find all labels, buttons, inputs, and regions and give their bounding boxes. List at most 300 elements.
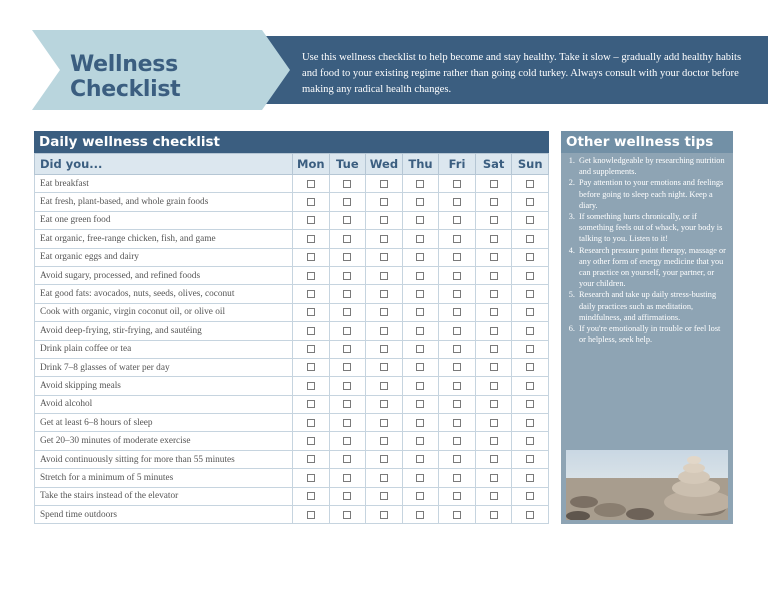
day-checkbox-cell bbox=[475, 432, 512, 450]
column-header-did-you: Did you... bbox=[35, 154, 293, 175]
checklist-item-label: Eat breakfast bbox=[35, 175, 293, 193]
day-checkbox-cell bbox=[293, 175, 330, 193]
day-checkbox-cell bbox=[293, 469, 330, 487]
checkbox[interactable] bbox=[380, 308, 388, 316]
checkbox[interactable] bbox=[416, 235, 424, 243]
day-checkbox-cell bbox=[366, 230, 403, 248]
day-checkbox-cell bbox=[512, 266, 549, 284]
checkbox[interactable] bbox=[380, 198, 388, 206]
checkbox[interactable] bbox=[453, 363, 461, 371]
checkbox[interactable] bbox=[307, 455, 315, 463]
day-checkbox-cell bbox=[475, 193, 512, 211]
day-checkbox-cell bbox=[475, 285, 512, 303]
checkbox[interactable] bbox=[343, 474, 351, 482]
checkbox[interactable] bbox=[526, 216, 534, 224]
day-checkbox-cell bbox=[512, 303, 549, 321]
day-checkbox-cell bbox=[329, 414, 366, 432]
checkbox[interactable] bbox=[307, 272, 315, 280]
checkbox[interactable] bbox=[416, 400, 424, 408]
day-checkbox-cell bbox=[366, 469, 403, 487]
checklist-item-label: Eat organic, free-range chicken, fish, and game bbox=[35, 230, 293, 248]
day-checkbox-cell bbox=[366, 487, 403, 505]
table-row bbox=[35, 432, 549, 450]
checkbox[interactable] bbox=[380, 253, 388, 261]
checkbox[interactable] bbox=[490, 327, 498, 335]
table-row bbox=[35, 450, 549, 468]
checkbox[interactable] bbox=[453, 382, 461, 390]
checkbox[interactable] bbox=[416, 272, 424, 280]
checkbox[interactable] bbox=[343, 437, 351, 445]
checkbox[interactable] bbox=[380, 474, 388, 482]
checkbox[interactable] bbox=[380, 511, 388, 519]
checkbox[interactable] bbox=[343, 198, 351, 206]
day-checkbox-cell bbox=[439, 432, 476, 450]
checkbox[interactable] bbox=[490, 363, 498, 371]
day-checkbox-cell bbox=[293, 322, 330, 340]
column-header-day: Mon bbox=[293, 154, 330, 175]
checkbox[interactable] bbox=[490, 437, 498, 445]
checkbox[interactable] bbox=[416, 437, 424, 445]
day-checkbox-cell bbox=[475, 303, 512, 321]
checklist-table bbox=[34, 153, 549, 524]
checkbox[interactable] bbox=[416, 511, 424, 519]
day-checkbox-cell bbox=[293, 340, 330, 358]
checkbox[interactable] bbox=[526, 253, 534, 261]
day-checkbox-cell bbox=[366, 211, 403, 229]
day-checkbox-cell bbox=[512, 414, 549, 432]
checkbox[interactable] bbox=[307, 492, 315, 500]
day-checkbox-cell bbox=[512, 193, 549, 211]
page-title: Wellness Checklist bbox=[70, 52, 181, 102]
checklist-item-label: Avoid deep-frying, stir-frying, and sautéing bbox=[35, 322, 293, 340]
day-checkbox-cell bbox=[329, 358, 366, 376]
day-checkbox-cell bbox=[475, 450, 512, 468]
day-checkbox-cell bbox=[475, 358, 512, 376]
column-header-day: Fri bbox=[439, 154, 476, 175]
checkbox[interactable] bbox=[526, 419, 534, 427]
day-checkbox-cell bbox=[439, 230, 476, 248]
day-checkbox-cell bbox=[439, 450, 476, 468]
day-checkbox-cell bbox=[366, 506, 403, 524]
column-header-day: Tue bbox=[329, 154, 366, 175]
checklist-item-label: Get at least 6–8 hours of sleep bbox=[35, 414, 293, 432]
checklist-item-label: Cook with organic, virgin coconut oil, or olive oil bbox=[35, 303, 293, 321]
checkbox[interactable] bbox=[307, 327, 315, 335]
checkbox[interactable] bbox=[526, 474, 534, 482]
checkbox[interactable] bbox=[416, 363, 424, 371]
checkbox[interactable] bbox=[416, 455, 424, 463]
checkbox[interactable] bbox=[343, 327, 351, 335]
checklist-item-label: Get 20–30 minutes of moderate exercise bbox=[35, 432, 293, 450]
checkbox[interactable] bbox=[343, 492, 351, 500]
checkbox[interactable] bbox=[526, 455, 534, 463]
checkbox[interactable] bbox=[307, 363, 315, 371]
day-checkbox-cell bbox=[402, 266, 439, 284]
checkbox[interactable] bbox=[343, 216, 351, 224]
checkbox[interactable] bbox=[307, 382, 315, 390]
table-row bbox=[35, 487, 549, 505]
checkbox[interactable] bbox=[307, 216, 315, 224]
table-row bbox=[35, 395, 549, 413]
checkbox[interactable] bbox=[343, 308, 351, 316]
day-checkbox-cell bbox=[293, 303, 330, 321]
checkbox[interactable] bbox=[453, 511, 461, 519]
day-checkbox-cell bbox=[402, 193, 439, 211]
day-checkbox-cell bbox=[366, 193, 403, 211]
day-checkbox-cell bbox=[366, 340, 403, 358]
day-checkbox-cell bbox=[439, 266, 476, 284]
table-row bbox=[35, 358, 549, 376]
checkbox[interactable] bbox=[490, 198, 498, 206]
day-checkbox-cell bbox=[475, 175, 512, 193]
table-row bbox=[35, 193, 549, 211]
checkbox[interactable] bbox=[490, 290, 498, 298]
day-checkbox-cell bbox=[402, 487, 439, 505]
tip-item: 5. Research and take up daily stress-busting daily practices such as meditation, mindfulness, and affirmations. bbox=[577, 289, 729, 323]
checkbox[interactable] bbox=[490, 511, 498, 519]
checkbox[interactable] bbox=[490, 253, 498, 261]
checkbox[interactable] bbox=[307, 474, 315, 482]
checkbox[interactable] bbox=[343, 419, 351, 427]
checkbox[interactable] bbox=[380, 382, 388, 390]
day-checkbox-cell bbox=[293, 432, 330, 450]
day-checkbox-cell bbox=[329, 487, 366, 505]
day-checkbox-cell bbox=[293, 414, 330, 432]
checkbox[interactable] bbox=[453, 308, 461, 316]
checkbox[interactable] bbox=[380, 345, 388, 353]
checkbox[interactable] bbox=[416, 180, 424, 188]
checkbox[interactable] bbox=[307, 345, 315, 353]
day-checkbox-cell bbox=[293, 193, 330, 211]
tip-item: 6. If you're emotionally in trouble or feel lost or helpless, seek help. bbox=[577, 323, 729, 345]
checkbox[interactable] bbox=[416, 419, 424, 427]
day-checkbox-cell bbox=[402, 450, 439, 468]
checkbox[interactable] bbox=[307, 400, 315, 408]
checklist-item-label: Avoid skipping meals bbox=[35, 377, 293, 395]
checkbox[interactable] bbox=[343, 272, 351, 280]
day-checkbox-cell bbox=[475, 230, 512, 248]
checkbox[interactable] bbox=[453, 290, 461, 298]
checkbox[interactable] bbox=[526, 363, 534, 371]
day-checkbox-cell bbox=[475, 266, 512, 284]
checkbox[interactable] bbox=[526, 327, 534, 335]
checklist-item-label: Avoid sugary, processed, and refined foods bbox=[35, 266, 293, 284]
day-checkbox-cell bbox=[329, 506, 366, 524]
tip-item: 4. Research pressure point therapy, massage or any other form of energy medicine that you can practice on yourself, your partner, or your children. bbox=[577, 245, 729, 290]
day-checkbox-cell bbox=[475, 322, 512, 340]
checkbox[interactable] bbox=[453, 492, 461, 500]
day-checkbox-cell bbox=[475, 395, 512, 413]
day-checkbox-cell bbox=[439, 469, 476, 487]
checkbox[interactable] bbox=[416, 290, 424, 298]
checkbox[interactable] bbox=[343, 345, 351, 353]
checkbox[interactable] bbox=[343, 253, 351, 261]
checkbox[interactable] bbox=[307, 198, 315, 206]
checkbox[interactable] bbox=[526, 290, 534, 298]
day-checkbox-cell bbox=[329, 266, 366, 284]
day-checkbox-cell bbox=[366, 377, 403, 395]
checkbox[interactable] bbox=[453, 216, 461, 224]
checkbox[interactable] bbox=[380, 216, 388, 224]
day-checkbox-cell bbox=[402, 506, 439, 524]
day-checkbox-cell bbox=[512, 450, 549, 468]
checkbox[interactable] bbox=[490, 492, 498, 500]
table-row bbox=[35, 377, 549, 395]
day-checkbox-cell bbox=[512, 395, 549, 413]
checkbox[interactable] bbox=[526, 382, 534, 390]
day-checkbox-cell bbox=[512, 340, 549, 358]
tips-heading: Other wellness tips bbox=[561, 131, 733, 153]
checkbox[interactable] bbox=[526, 437, 534, 445]
checkbox[interactable] bbox=[416, 327, 424, 335]
day-checkbox-cell bbox=[366, 175, 403, 193]
day-checkbox-cell bbox=[293, 248, 330, 266]
day-checkbox-cell bbox=[293, 358, 330, 376]
checkbox[interactable] bbox=[453, 345, 461, 353]
checkbox[interactable] bbox=[380, 272, 388, 280]
checkbox[interactable] bbox=[490, 419, 498, 427]
day-checkbox-cell bbox=[329, 285, 366, 303]
tip-item: 3. If something hurts chronically, or if something feels out of whack, your body is talking to you. Listen to it! bbox=[577, 211, 729, 245]
day-checkbox-cell bbox=[402, 358, 439, 376]
day-checkbox-cell bbox=[439, 175, 476, 193]
day-checkbox-cell bbox=[475, 487, 512, 505]
day-checkbox-cell bbox=[475, 211, 512, 229]
checkbox[interactable] bbox=[343, 382, 351, 390]
checklist-item-label: Drink plain coffee or tea bbox=[35, 340, 293, 358]
day-checkbox-cell bbox=[512, 230, 549, 248]
checklist-item-label: Eat fresh, plant-based, and whole grain foods bbox=[35, 193, 293, 211]
day-checkbox-cell bbox=[366, 358, 403, 376]
checkbox[interactable] bbox=[343, 511, 351, 519]
day-checkbox-cell bbox=[366, 303, 403, 321]
day-checkbox-cell bbox=[512, 487, 549, 505]
checkbox[interactable] bbox=[526, 345, 534, 353]
checkbox[interactable] bbox=[453, 474, 461, 482]
checkbox[interactable] bbox=[307, 253, 315, 261]
checkbox[interactable] bbox=[343, 290, 351, 298]
column-header-day: Sun bbox=[512, 154, 549, 175]
checkbox[interactable] bbox=[490, 235, 498, 243]
checkbox[interactable] bbox=[416, 308, 424, 316]
day-checkbox-cell bbox=[512, 248, 549, 266]
checkbox[interactable] bbox=[490, 180, 498, 188]
checklist-body bbox=[35, 175, 549, 524]
checkbox[interactable] bbox=[343, 235, 351, 243]
table-row bbox=[35, 469, 549, 487]
checkbox[interactable] bbox=[380, 400, 388, 408]
checkbox[interactable] bbox=[526, 492, 534, 500]
checklist-item-label: Take the stairs instead of the elevator bbox=[35, 487, 293, 505]
tip-item: 1. Get knowledgeable by researching nutrition and supplements. bbox=[577, 155, 729, 177]
checkbox[interactable] bbox=[416, 492, 424, 500]
table-row bbox=[35, 414, 549, 432]
table-header-row bbox=[35, 154, 549, 175]
day-checkbox-cell bbox=[402, 175, 439, 193]
checkbox[interactable] bbox=[490, 308, 498, 316]
table-row bbox=[35, 506, 549, 524]
day-checkbox-cell bbox=[402, 303, 439, 321]
day-checkbox-cell bbox=[402, 377, 439, 395]
day-checkbox-cell bbox=[439, 248, 476, 266]
checklist-item-label: Stretch for a minimum of 5 minutes bbox=[35, 469, 293, 487]
table-row bbox=[35, 322, 549, 340]
table-row bbox=[35, 211, 549, 229]
checkbox[interactable] bbox=[307, 511, 315, 519]
day-checkbox-cell bbox=[402, 395, 439, 413]
day-checkbox-cell bbox=[512, 506, 549, 524]
day-checkbox-cell bbox=[439, 303, 476, 321]
day-checkbox-cell bbox=[402, 432, 439, 450]
checkbox[interactable] bbox=[526, 235, 534, 243]
table-row bbox=[35, 175, 549, 193]
day-checkbox-cell bbox=[402, 248, 439, 266]
checkbox[interactable] bbox=[490, 216, 498, 224]
checkbox[interactable] bbox=[453, 437, 461, 445]
checkbox[interactable] bbox=[526, 511, 534, 519]
checkbox[interactable] bbox=[490, 345, 498, 353]
day-checkbox-cell bbox=[329, 248, 366, 266]
checklist-item-label: Avoid alcohol bbox=[35, 395, 293, 413]
day-checkbox-cell bbox=[402, 211, 439, 229]
checkbox[interactable] bbox=[453, 198, 461, 206]
checkbox[interactable] bbox=[490, 272, 498, 280]
day-checkbox-cell bbox=[439, 285, 476, 303]
day-checkbox-cell bbox=[329, 432, 366, 450]
checkbox[interactable] bbox=[380, 180, 388, 188]
day-checkbox-cell bbox=[475, 469, 512, 487]
checkbox[interactable] bbox=[416, 253, 424, 261]
day-checkbox-cell bbox=[366, 432, 403, 450]
checkbox[interactable] bbox=[526, 198, 534, 206]
table-row bbox=[35, 340, 549, 358]
checkbox[interactable] bbox=[380, 363, 388, 371]
checkbox[interactable] bbox=[526, 400, 534, 408]
table-row bbox=[35, 248, 549, 266]
checklist-item-label: Spend time outdoors bbox=[35, 506, 293, 524]
day-checkbox-cell bbox=[402, 230, 439, 248]
column-header-day: Thu bbox=[402, 154, 439, 175]
checkbox[interactable] bbox=[490, 455, 498, 463]
day-checkbox-cell bbox=[512, 175, 549, 193]
checkbox[interactable] bbox=[453, 327, 461, 335]
checkbox[interactable] bbox=[526, 272, 534, 280]
checkbox[interactable] bbox=[380, 455, 388, 463]
day-checkbox-cell bbox=[329, 395, 366, 413]
day-checkbox-cell bbox=[366, 248, 403, 266]
checkbox[interactable] bbox=[343, 455, 351, 463]
checkbox[interactable] bbox=[380, 419, 388, 427]
day-checkbox-cell bbox=[475, 506, 512, 524]
day-checkbox-cell bbox=[475, 340, 512, 358]
checkbox[interactable] bbox=[490, 382, 498, 390]
checkbox[interactable] bbox=[307, 290, 315, 298]
day-checkbox-cell bbox=[439, 506, 476, 524]
day-checkbox-cell bbox=[512, 432, 549, 450]
checkbox[interactable] bbox=[380, 492, 388, 500]
day-checkbox-cell bbox=[439, 395, 476, 413]
day-checkbox-cell bbox=[329, 303, 366, 321]
day-checkbox-cell bbox=[439, 487, 476, 505]
checkbox[interactable] bbox=[453, 180, 461, 188]
checkbox[interactable] bbox=[380, 327, 388, 335]
day-checkbox-cell bbox=[293, 285, 330, 303]
table-row bbox=[35, 285, 549, 303]
checkbox[interactable] bbox=[343, 400, 351, 408]
checklist-item-label: Eat one green food bbox=[35, 211, 293, 229]
day-checkbox-cell bbox=[329, 193, 366, 211]
checkbox[interactable] bbox=[307, 308, 315, 316]
day-checkbox-cell bbox=[293, 395, 330, 413]
day-checkbox-cell bbox=[293, 506, 330, 524]
day-checkbox-cell bbox=[512, 211, 549, 229]
checkbox[interactable] bbox=[453, 272, 461, 280]
checkbox[interactable] bbox=[526, 180, 534, 188]
day-checkbox-cell bbox=[329, 322, 366, 340]
checkbox[interactable] bbox=[453, 235, 461, 243]
day-checkbox-cell bbox=[329, 230, 366, 248]
tips-panel bbox=[561, 131, 733, 524]
checkbox[interactable] bbox=[380, 235, 388, 243]
checklist-item-label: Eat organic eggs and dairy bbox=[35, 248, 293, 266]
checkbox[interactable] bbox=[416, 382, 424, 390]
checklist-item-label: Drink 7–8 glasses of water per day bbox=[35, 358, 293, 376]
day-checkbox-cell bbox=[329, 450, 366, 468]
checkbox[interactable] bbox=[490, 474, 498, 482]
checkbox[interactable] bbox=[343, 363, 351, 371]
checkbox[interactable] bbox=[307, 437, 315, 445]
column-header-day: Sat bbox=[475, 154, 512, 175]
day-checkbox-cell bbox=[439, 322, 476, 340]
day-checkbox-cell bbox=[475, 377, 512, 395]
day-checkbox-cell bbox=[293, 211, 330, 229]
day-checkbox-cell bbox=[439, 340, 476, 358]
checkbox[interactable] bbox=[453, 419, 461, 427]
day-checkbox-cell bbox=[512, 377, 549, 395]
day-checkbox-cell bbox=[366, 450, 403, 468]
checkbox[interactable] bbox=[490, 400, 498, 408]
day-checkbox-cell bbox=[293, 450, 330, 468]
day-checkbox-cell bbox=[293, 487, 330, 505]
checkbox[interactable] bbox=[380, 437, 388, 445]
tips-list bbox=[561, 153, 733, 345]
day-checkbox-cell bbox=[512, 358, 549, 376]
table-row bbox=[35, 303, 549, 321]
checkbox[interactable] bbox=[307, 180, 315, 188]
day-checkbox-cell bbox=[366, 285, 403, 303]
intro-text: Use this wellness checklist to help become and stay healthy. Take it slow – gradually add healthy habits and food to your existing regime rather than going cold turkey. Always consult with your doctor before making any radical health changes. bbox=[302, 52, 742, 95]
checkbox[interactable] bbox=[453, 253, 461, 261]
checkbox[interactable] bbox=[453, 455, 461, 463]
checkbox[interactable] bbox=[416, 198, 424, 206]
day-checkbox-cell bbox=[512, 322, 549, 340]
day-checkbox-cell bbox=[439, 193, 476, 211]
tip-item: 2. Pay attention to your emotions and feelings before going to sleep each night. Keep a diary. bbox=[577, 177, 729, 211]
day-checkbox-cell bbox=[512, 285, 549, 303]
checkbox[interactable] bbox=[526, 308, 534, 316]
checkbox[interactable] bbox=[416, 474, 424, 482]
day-checkbox-cell bbox=[475, 414, 512, 432]
checkbox[interactable] bbox=[307, 419, 315, 427]
checkbox[interactable] bbox=[416, 345, 424, 353]
checkbox[interactable] bbox=[416, 216, 424, 224]
checkbox[interactable] bbox=[453, 400, 461, 408]
table-row bbox=[35, 230, 549, 248]
checkbox[interactable] bbox=[380, 290, 388, 298]
day-checkbox-cell bbox=[512, 469, 549, 487]
checkbox[interactable] bbox=[343, 180, 351, 188]
checkbox[interactable] bbox=[307, 235, 315, 243]
